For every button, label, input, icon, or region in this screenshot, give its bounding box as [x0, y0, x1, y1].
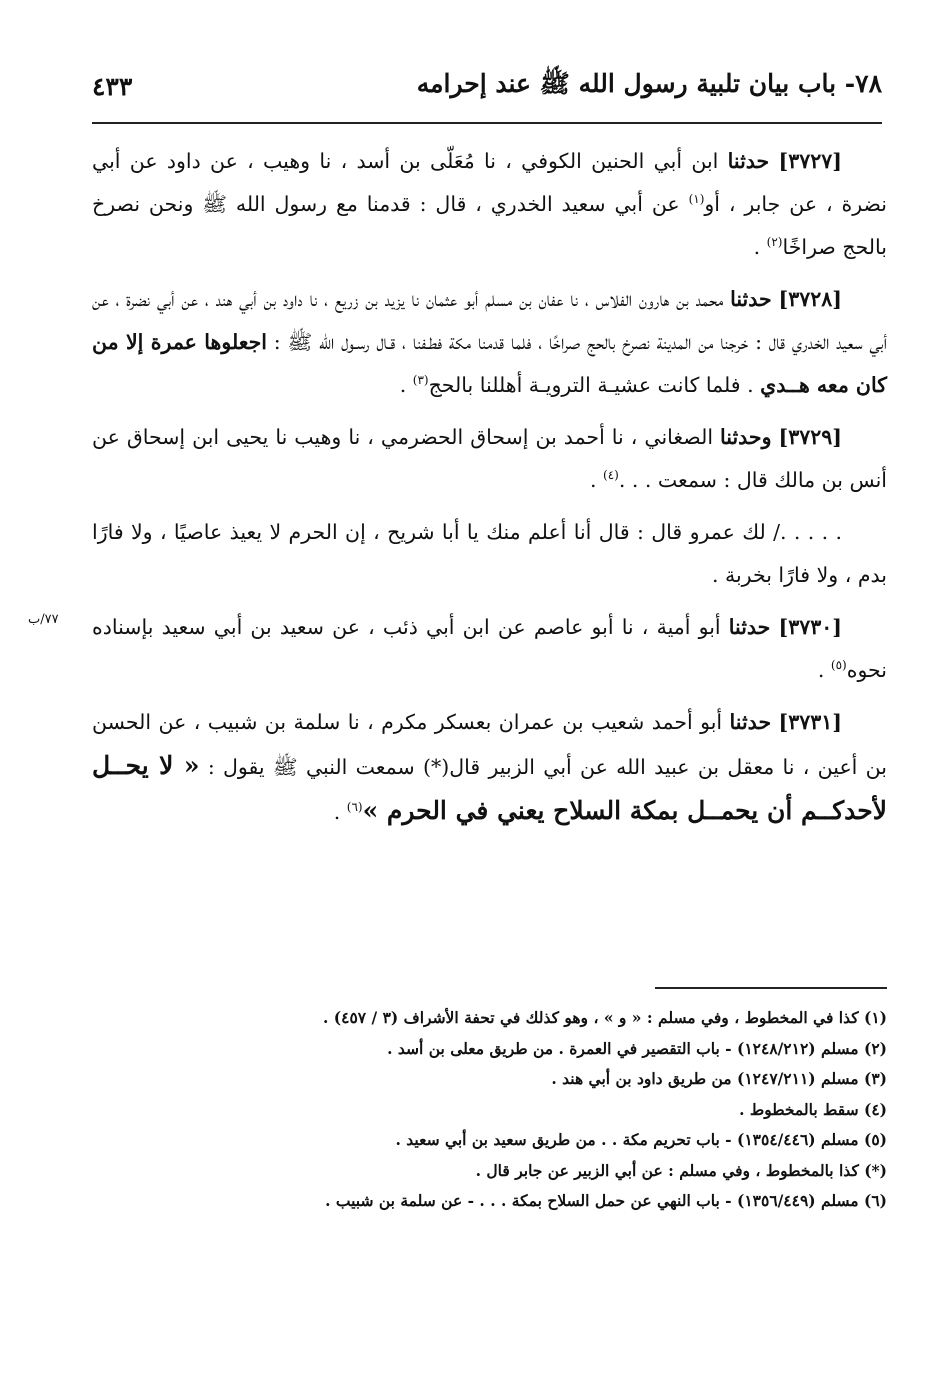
main-text	[92, 140, 887, 843]
footnote-3: (٣) مسلم (١٢٤٧/٢١١) من طريق داود بن أبي هند .	[551, 1069, 887, 1088]
chapter-title: ٧٨- باب بيان تلبية رسول الله ﷺ عند إحرامه	[416, 68, 882, 98]
hadith-number: [٣٧٢٧]	[778, 149, 842, 173]
footnote-ref: (١)	[688, 192, 705, 207]
hadith-3727	[92, 140, 887, 269]
hadith-3731	[92, 701, 887, 834]
footnote-ref: (٦)	[346, 800, 363, 815]
header-rule	[92, 122, 882, 124]
hadith-number: [٣٧٣٠]	[778, 615, 842, 639]
hadith-lead: حدثنا	[727, 149, 770, 173]
hadith-lead: حدثنا	[728, 615, 771, 639]
footnote-ref: (٢)	[766, 235, 783, 250]
hadith-text: أبو أمية ، نا أبو عاصم عن ابن أبي ذئب ، عن سعيد بن أبي سعيد بإسناده نحوه	[92, 615, 887, 682]
hadith-lead: وحدثنا	[720, 425, 772, 449]
margin-folio-note: ٧٧/ب	[28, 612, 59, 627]
hadith-text: .	[333, 800, 341, 824]
footnotes	[92, 1003, 887, 1217]
hadith-3730	[92, 606, 887, 692]
hadith-matn-bold: « لا يحــل لأحدكــم أن يحمــل بمكة السلاح يعني في الحرم »	[92, 751, 887, 825]
hadith-number: [٣٧٣١]	[778, 710, 842, 734]
hadith-3728	[92, 278, 887, 407]
footnote-2: (٢) مسلم (١٢٤٨/٢١٢) - باب التقصير في العمرة . من طريق معلى بن أسد .	[387, 1038, 887, 1058]
hadith-number: [٣٧٢٨]	[778, 287, 842, 311]
hadith-text: .	[817, 658, 825, 682]
hadith-text: الصغاني ، نا أحمد بن إسحاق الحضرمي ، نا وهيب نا يحيى ابن إسحاق عن أنس بن مالك قال : سمعت . . .	[92, 425, 887, 492]
hadith-3729	[92, 416, 887, 502]
star-note-ref: (*)	[423, 755, 450, 779]
hadith-text: .	[589, 468, 597, 492]
footnote-ref: (٤)	[603, 468, 619, 483]
hadith-matn-bold: اجعلوها عمرة إلا من كان معه هــدي	[92, 330, 887, 397]
hadith-text: عن أبي سعيد الخدري ، قال : قدمنا مع رسول الله ﷺ ونحن نصرخ بالحج صراخًا	[92, 192, 887, 259]
hadith-text: . فلما كانت عشيـة الترويـة أهللنا بالحج	[428, 373, 754, 397]
hadith-text: ابن أبي الحنين الكوفي ، نا مُعَلّى بن أسد ، نا وهيب ، عن داود عن أبي نضرة ، عن جابر ، أو	[92, 149, 888, 216]
hadith-text: محمد بن هارون الفلاس ، نا عفان بن مسلم أبو عثمان نا يزيد بن زريع ، نا داود بن أبي هند ، عن أبي نضرة ، عن أبي سعيد الخدري قال : خرجنا من المدينة نصرخ بالحج صراخًا ، فلما قدمنا مكة فطـفنا ، قـال رسـول الله ﷺ :	[92, 287, 887, 354]
hadith-text: .	[753, 235, 761, 259]
continuation-paragraph	[92, 511, 887, 597]
footnote-1: (١) كذا في المخطوط ، وفي مسلم : « و » ، وهو كذلك في تحفة الأشراف (٣ / ٤٥٧) .	[322, 1008, 887, 1027]
hadith-text: سمعت النبي ﷺ يقول :	[207, 755, 415, 779]
hadith-lead: حدثنا	[730, 287, 772, 311]
footnote-6: (٦) مسلم (١٣٥٦/٤٤٩) - باب النهي عن حمل السلاح بمكة . . . - عن سلمة بن شبيب .	[325, 1191, 887, 1210]
hadith-number: [٣٧٢٩]	[778, 425, 842, 449]
footnote-star: (*) كذا بالمخطوط ، وفي مسلم : عن أبي الزبير عن جابر قال .	[475, 1160, 887, 1180]
footnote-separator	[655, 987, 887, 989]
hadith-lead: حدثنا	[729, 710, 772, 734]
footnote-ref: (٣)	[412, 373, 429, 388]
hadith-text: . . . . ./ لك عمرو قال : قال أنا أعلم منك يا أبا شريح ، إن الحرم لا يعيذ عاصيًا ، ولا فارًا بدم ، ولا فارًا بخربة .	[92, 520, 887, 587]
page-header	[92, 62, 882, 110]
footnote-5: (٥) مسلم (١٣٥٤/٤٤٦) - باب تحريم مكة . . من طريق سعيد بن أبي سعيد .	[395, 1130, 887, 1149]
footnote-4: (٤) سقط بالمخطوط .	[739, 1099, 887, 1119]
hadith-text: أبو أحمد شعيب بن عمران بعسكر مكرم ، نا سلمة بن شبيب ، عن الحسن بن أعين ، نا معقل بن عبيد الله عن أبي الزبير قال	[92, 710, 887, 779]
page-number: ٤٣٣	[92, 71, 133, 101]
hadith-text: .	[399, 373, 407, 397]
footnote-ref: (٥)	[830, 658, 847, 673]
